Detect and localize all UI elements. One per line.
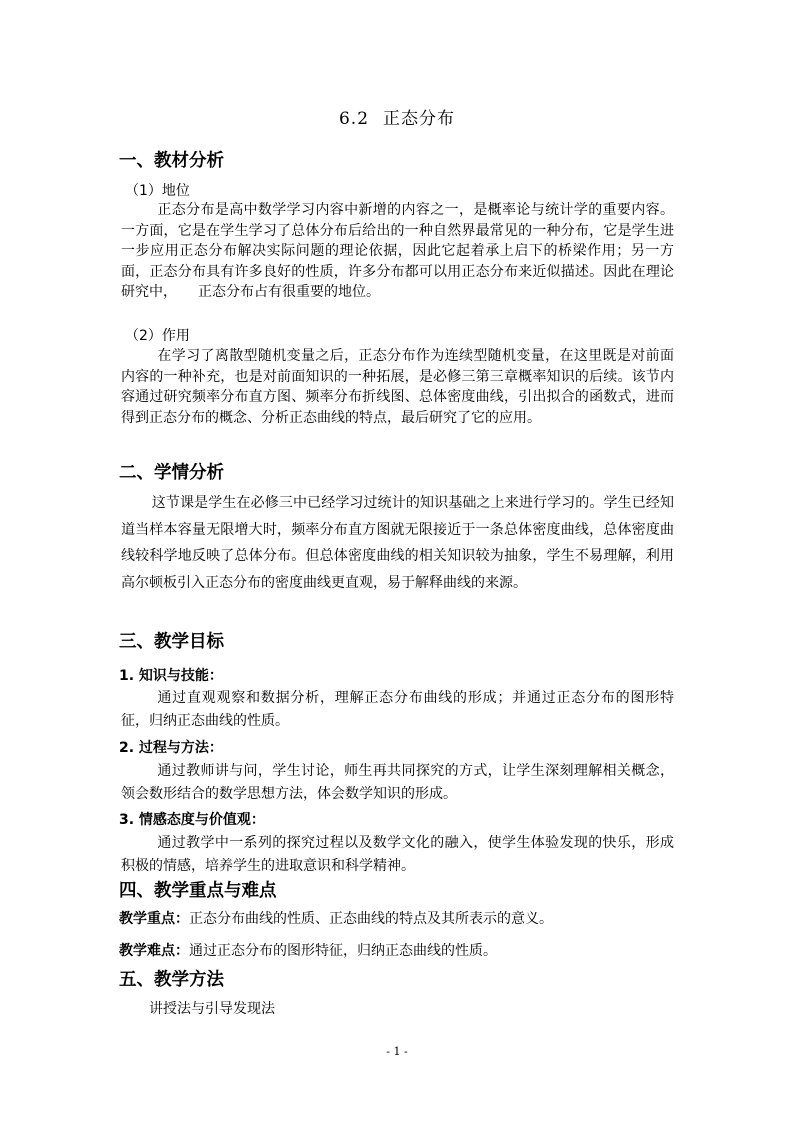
key-point-label: 教学重点： <box>119 911 189 927</box>
subheading-role: （2）作用 <box>125 328 190 344</box>
page-number: - 1 - <box>386 1045 408 1058</box>
goal-process-text: 通过教师讲与问，学生讨论，师生再共同探究的方式，让学生深刻理解相关概念，领会数形结合的数学思想方法，体会数学知识的形成。 <box>121 763 674 802</box>
heading-textbook-analysis: 一、教材分析 <box>119 151 224 171</box>
goal-attitude-title: 3. 情感态度与价值观： <box>119 812 265 828</box>
title-text: 正态分布 <box>383 109 456 129</box>
page-title <box>0 104 794 129</box>
key-point-line <box>119 908 553 928</box>
difficulty-label: 教学难点： <box>119 943 189 959</box>
heading-key-points: 四、教学重点与难点 <box>119 881 277 901</box>
goal-knowledge-text: 通过直观观察和数据分析，理解正态分布曲线的形成；并通过正态分布的图形特征，归纳正态曲线的性质。 <box>121 690 674 729</box>
difficulty-text: 通过正态分布的图形特征，归纳正态曲线的性质。 <box>189 943 497 959</box>
goal-attitude-text: 通过教学中一系列的探究过程以及数学文化的融入，使学生体验发现的快乐，形成积极的情感，培养学生的进取意识和科学精神。 <box>121 835 674 874</box>
key-point-text: 正态分布曲线的性质、正态曲线的特点及其所表示的意义。 <box>189 911 553 927</box>
heading-student-analysis: 二、学情分析 <box>119 463 224 483</box>
heading-teaching-method: 五、教学方法 <box>119 970 224 990</box>
teaching-method-text: 讲授法与引导发现法 <box>149 1001 275 1017</box>
goal-knowledge-title: 1. 知识与技能： <box>119 668 223 684</box>
paragraph-student-analysis: 这节课是学生在必修三中已经学习过统计的知识基础之上来进行学习的。学生已经知道当样本容量无限增大时，频率分布直方图就无限接近于一条总体密度曲线，总体密度曲线较科学地反映了总体分布。但总体密度曲线的相关知识较为抽象，学生不易理解，利用高尔顿板引入正态分布的密度曲线更直观，易于解释曲线的来源。 <box>121 495 674 591</box>
section-number: 6.2 <box>338 109 370 129</box>
paragraph-position: 正态分布是高中数学学习内容中新增的内容之一，是概率论与统计学的重要内容。一方面，它是在学生学习了总体分布后给出的一种自然界最常见的一种分布，它是学生进一步应用正态分布解决实际问题的理论依据，因此它起着承上启下的桥梁作用；另一方面，正态分布具有许多良好的性质，许多分布都可以用正态分布来近似描述。因此在理论研究中， 正态分布占有很重要的地位。 <box>121 202 674 300</box>
goal-process-title: 2. 过程与方法： <box>119 740 223 756</box>
subheading-position: （1）地位 <box>125 183 190 199</box>
heading-teaching-goals: 三、教学目标 <box>119 632 224 652</box>
paragraph-role: 在学习了离散型随机变量之后，正态分布作为连续型随机变量，在这里既是对前面内容的一种补充，也是对前面知识的一种拓展，是必修三第三章概率知识的后续。该节内容通过研究频率分布直方图、频率分布折线图、总体密度曲线，引出拟合的函数式，进而得到正态分布的概念、分析正态曲线的特点，最后研究了它的应用。 <box>121 348 674 426</box>
difficulty-line <box>119 940 497 960</box>
